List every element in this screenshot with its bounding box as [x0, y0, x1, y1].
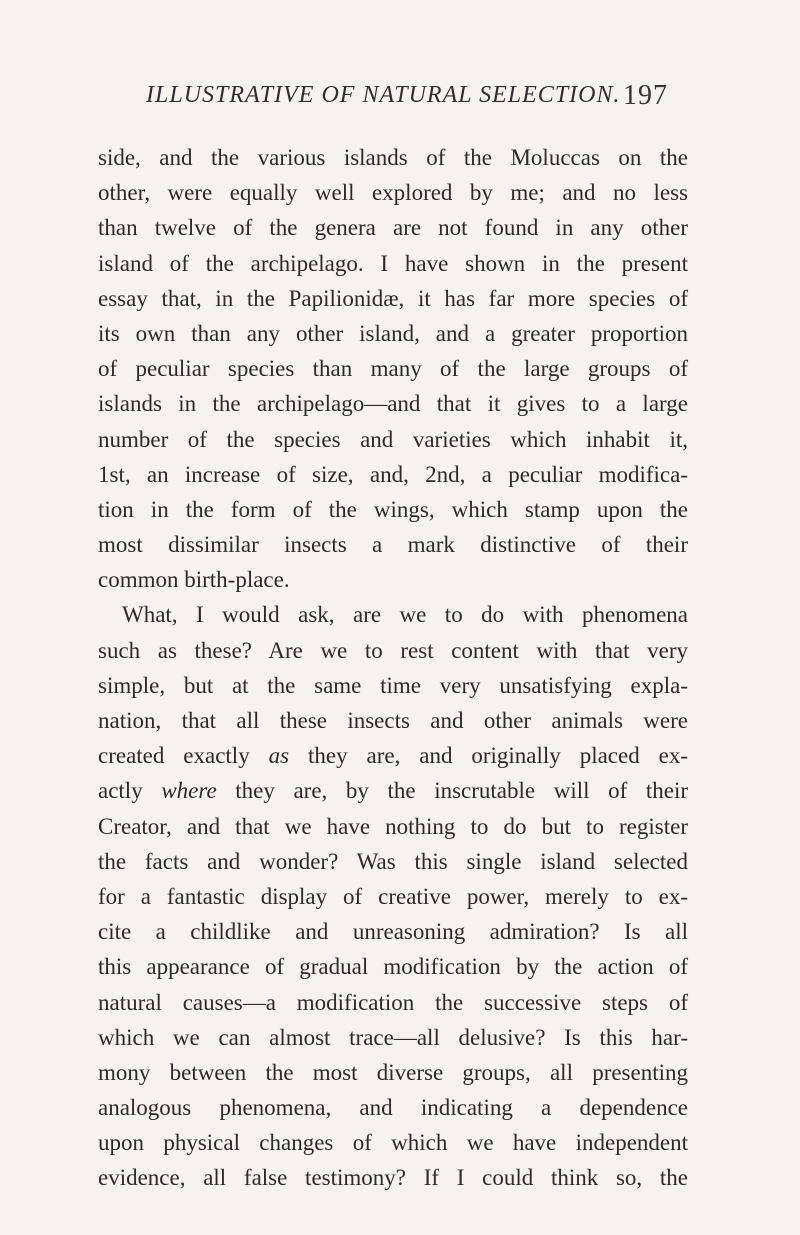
text-span: islands in the archipelago—and that it gives to a large	[98, 391, 688, 417]
text-line	[98, 844, 688, 879]
text-span: the facts and wonder? Was this single island selected	[98, 848, 688, 874]
text-line	[98, 738, 688, 773]
text-span: natural causes—a modification the successive steps of	[98, 989, 688, 1015]
text-line	[98, 1020, 688, 1055]
text-span: mony between the most diverse groups, all presenting	[98, 1059, 688, 1085]
text-span: number of the species and varieties which inhabit it,	[98, 426, 688, 452]
text-span: 1st, an increase of size, and, 2nd, a peculiar modifica-	[98, 461, 688, 487]
text-line	[98, 316, 688, 351]
text-line	[98, 633, 688, 668]
text-line	[98, 457, 688, 492]
text-line	[98, 668, 688, 703]
text-span: actly	[98, 778, 162, 804]
text-span: they are, by the inscrutable will of their	[216, 778, 688, 804]
text-line	[98, 562, 688, 597]
text-line	[98, 386, 688, 421]
text-span: most dissimilar insects a mark distinctive of their	[98, 532, 688, 558]
text-line	[98, 914, 688, 949]
text-span: What, I would ask, are we to do with phenomena	[122, 602, 688, 628]
text-span: other, were equally well explored by me; and no less	[98, 180, 688, 206]
text-line	[98, 1160, 688, 1195]
text-span: this appearance of gradual modification by the action of	[98, 954, 688, 980]
text-span: side, and the various islands of the Moluccas on the	[98, 145, 688, 170]
text-line	[98, 1090, 688, 1125]
text-span: simple, but at the same time very unsatisfying expla-	[98, 672, 688, 698]
text-line	[98, 1055, 688, 1090]
text-span: upon physical changes of which we have independent	[98, 1130, 688, 1156]
text-span: of peculiar species than many of the large groups of	[98, 356, 688, 382]
text-span: Creator, and that we have nothing to do but to register	[98, 813, 688, 839]
text-span: they are, and originally placed ex-	[289, 743, 688, 769]
text-line	[98, 597, 688, 632]
text-span: cite a childlike and unreasoning admiration? Is all	[98, 919, 688, 945]
text-span: essay that, in the Papilionidæ, it has far more species of	[98, 285, 688, 311]
text-line	[98, 422, 688, 457]
text-span: common birth-place.	[98, 567, 290, 593]
text-line	[98, 527, 688, 562]
text-span: such as these? Are we to rest content with that very	[98, 637, 688, 663]
text-span: which we can almost trace—all delusive? Is this har-	[98, 1024, 688, 1050]
text-line	[98, 773, 688, 808]
text-span: island of the archipelago. I have shown in the present	[98, 250, 688, 276]
text-line	[98, 246, 688, 281]
text-span: analogous phenomena, and indicating a dependence	[98, 1095, 688, 1121]
text-line	[98, 879, 688, 914]
italic-word: as	[268, 743, 290, 769]
body-text	[98, 140, 688, 1196]
text-span: its own than any other island, and a greater proportion	[98, 320, 688, 346]
text-span: than twelve of the genera are not found in any other	[98, 215, 688, 241]
text-line	[98, 281, 688, 316]
text-line	[98, 492, 688, 527]
italic-word: where	[161, 778, 217, 804]
text-span: evidence, all false testimony? If I could think so, the	[98, 1165, 688, 1191]
text-line	[98, 949, 688, 984]
text-span: nation, that all these insects and other animals were	[98, 708, 688, 733]
text-line	[98, 809, 688, 844]
text-line	[98, 210, 688, 245]
text-line	[98, 985, 688, 1020]
text-span: created exactly	[98, 743, 269, 769]
text-line	[98, 351, 688, 386]
text-line	[98, 703, 688, 738]
text-line	[98, 175, 688, 210]
text-span: for a fantastic display of creative power, merely to ex-	[98, 883, 688, 909]
text-span: tion in the form of the wings, which stamp upon the	[98, 496, 688, 522]
text-line	[98, 1125, 688, 1160]
running-title: ILLUSTRATIVE OF NATURAL SELECTION.	[146, 82, 621, 108]
text-line	[98, 140, 688, 175]
page-number: 197	[623, 80, 668, 111]
